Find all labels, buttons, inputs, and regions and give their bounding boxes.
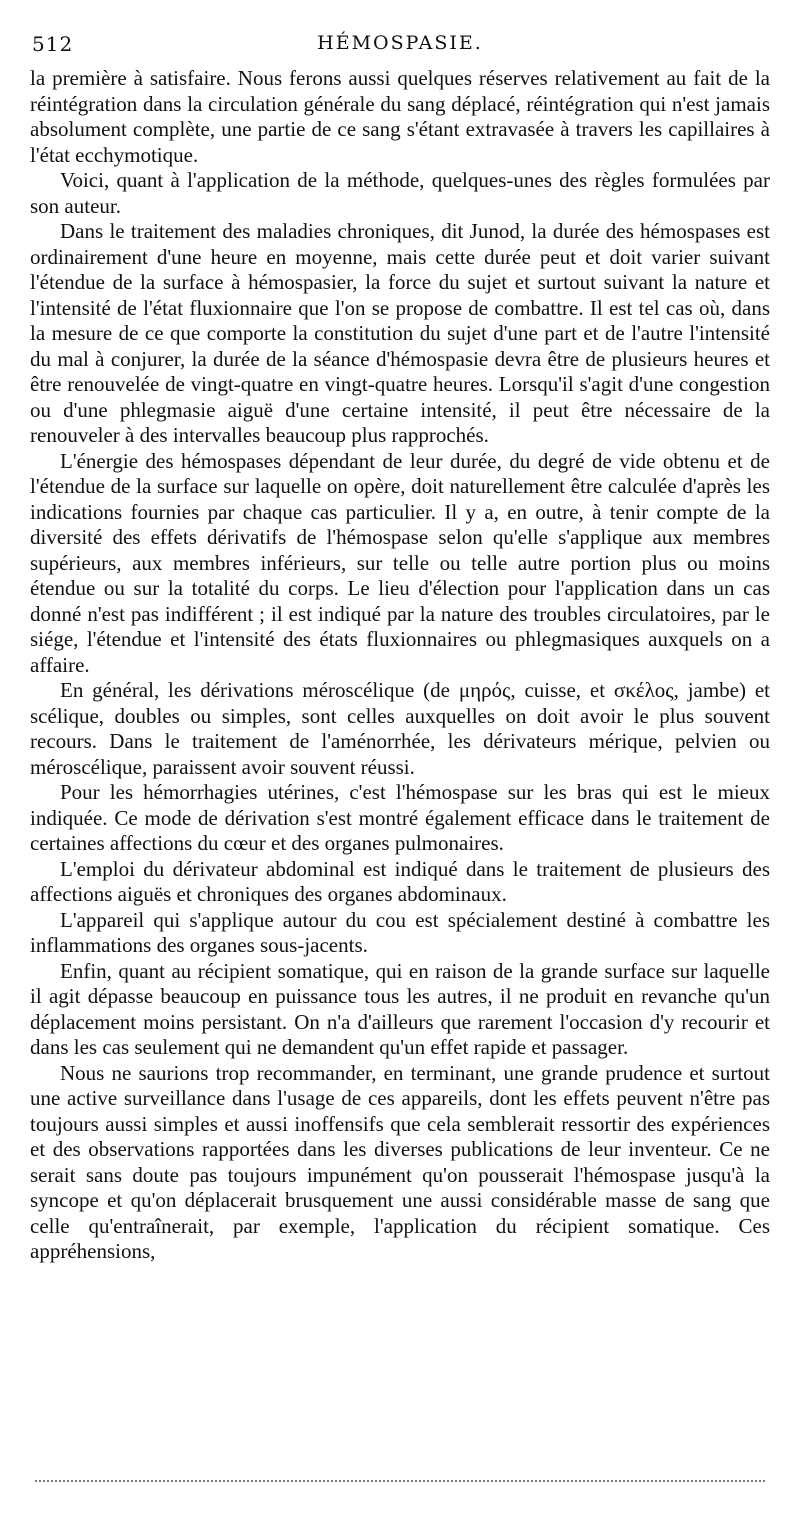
- paragraph: Voici, quant à l'application de la méthode, quelques-unes des règles formulées par son auteur.: [30, 168, 770, 218]
- paragraph: L'emploi du dérivateur abdominal est indiqué dans le traitement de plusieurs des affections aiguës et chroniques des organes abdominaux.: [30, 856, 770, 906]
- paragraph: L'appareil qui s'applique autour du cou est spécialement destiné à combattre les inflammations des organes sous-jacents.: [30, 907, 770, 957]
- footer-dotted-rule: [35, 1480, 765, 1482]
- running-title: HÉMOSPASIE.: [317, 32, 483, 54]
- paragraph: Nous ne saurions trop recommander, en terminant, une grande prudence et surtout une active surveillance dans l'usage de ces appareils, dont les effets peuvent n'être pas toujours aussi simples et aussi inoffensifs que cela semblerait ressortir des expériences et des observations rapportées dans les diverses publications de leur inventeur. Ce ne serait sans doute pas toujours impunément qu'on pousserait l'hémospase jusqu'à la syncope et qu'on déplacerait brusquement une aussi considérable masse de sang que celle qu'entraînerait, par exemple, l'application du récipient somatique. Ces appréhensions,: [30, 1060, 770, 1263]
- page-header: [30, 28, 770, 66]
- paragraph: la première à satisfaire. Nous ferons aussi quelques réserves relativement au fait de la réintégration dans la circulation générale du sang déplacé, réintégration qui n'est jamais absolument complète, une partie de ce sang s'étant extravasée à travers les capillaires à l'état ecchymotique.: [30, 66, 770, 167]
- book-page: [30, 28, 770, 1265]
- paragraph: L'énergie des hémospases dépendant de leur durée, du degré de vide obtenu et de l'étendue de la surface sur laquelle on opère, doit naturellement être calculée d'après les indications fournies par chaque cas particulier. Il y a, en outre, à tenir compte de la diversité des effets dérivatifs de l'hémospase selon qu'elle s'applique aux membres supérieurs, aux membres inférieurs, sur telle ou telle autre portion plus ou moins étendue ou sur la totalité du corps. Le lieu d'élection pour l'application dans un cas donné n'est pas indifférent ; il est indiqué par la nature des troubles circulatoires, par le siége, l'étendue et l'intensité des états fluxionnaires ou phlegmasiques auxquels on a affaire.: [30, 448, 770, 677]
- paragraph: Dans le traitement des maladies chroniques, dit Junod, la durée des hémospases est ordinairement d'une heure en moyenne, mais cette durée peut et doit varier suivant l'étendue de la surface à hémospasier, la force du sujet et surtout suivant la nature et l'intensité de l'état fluxionnaire que l'on se propose de combattre. Il est tel cas où, dans la mesure de ce que comporte la constitution du sujet d'une part et de l'autre l'intensité du mal à conjurer, la durée de la séance d'hémospasie devra être de plusieurs heures et être renouvelée de vingt-quatre en vingt-quatre heures. Lorsqu'il s'agit d'une congestion ou d'une phlegmasie aiguë d'une certaine intensité, il peut être nécessaire de la renouveler à des intervalles beaucoup plus rapprochés.: [30, 219, 770, 447]
- paragraph: Enfin, quant au récipient somatique, qui en raison de la grande surface sur laquelle il agit dépasse beaucoup en puissance tous les autres, il ne produit en revanche qu'un déplacement moins persistant. On n'a d'ailleurs que rarement l'occasion d'y recourir et dans les cas seulement qui ne demandent qu'un effet rapide et passager.: [30, 958, 770, 1059]
- page-number: 512: [32, 32, 74, 56]
- body-text: [30, 66, 770, 1265]
- paragraph: En général, les dérivations méroscélique (de μηρός, cuisse, et σκέλος, jambe) et scélique, doubles ou simples, sont celles auxquelles on doit avoir le plus souvent recours. Dans le traitement de l'aménorrhée, les dérivateurs mérique, pelvien ou méroscélique, paraissent avoir souvent réussi.: [30, 678, 770, 779]
- paragraph: Pour les hémorrhagies utérines, c'est l'hémospase sur les bras qui est le mieux indiquée. Ce mode de dérivation s'est montré également efficace dans le traitement de certaines affections du cœur et des organes pulmonaires.: [30, 780, 770, 855]
